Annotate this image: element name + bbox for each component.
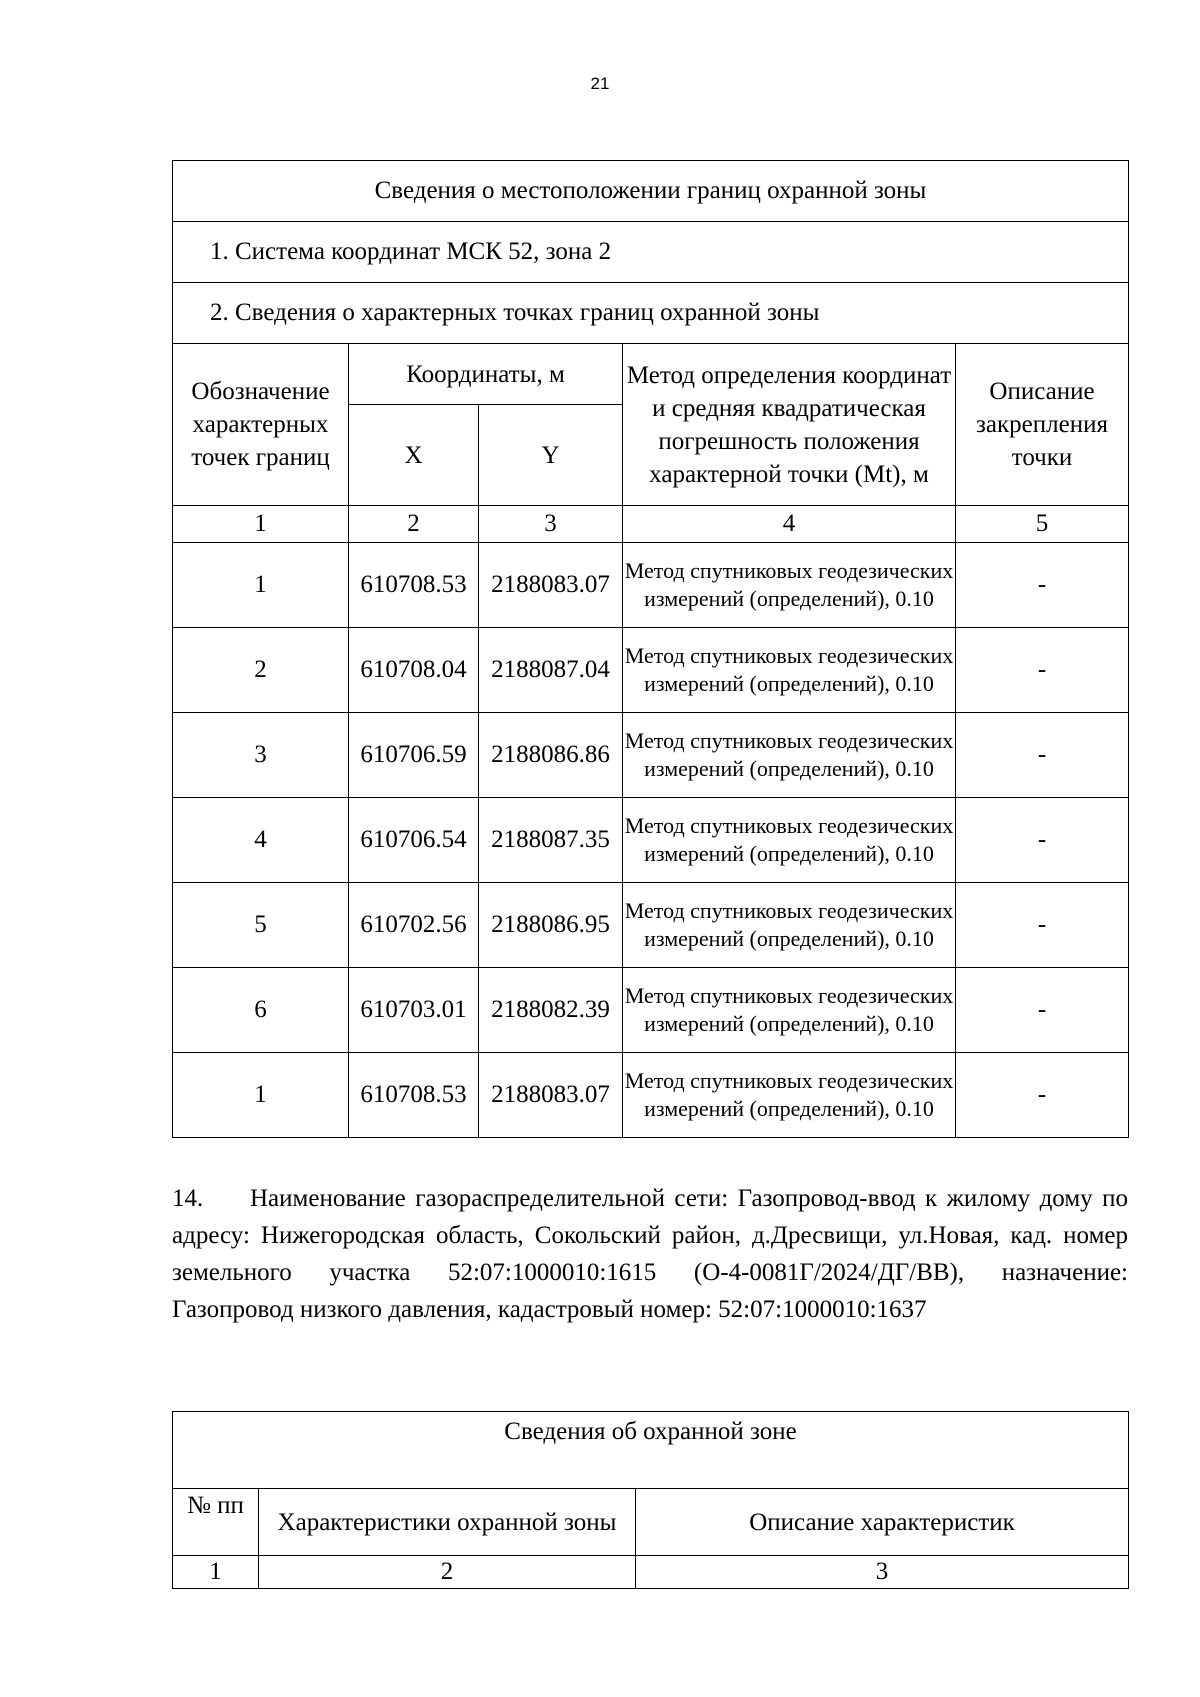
points-info-row (173, 283, 1129, 344)
point-id: 4 (173, 798, 349, 883)
table-title-row (173, 161, 1129, 222)
y-coordinate: 2188083.07 (479, 543, 623, 628)
header-method: Метод определения координат и средняя квадратическая погрешность положения характерной точки (Mt), м (623, 344, 956, 506)
point-id: 2 (173, 628, 349, 713)
y-coordinate: 2188086.86 (479, 713, 623, 798)
table-row (173, 543, 1129, 628)
header-coordinates: Координаты, м (349, 344, 623, 405)
point-id: 3 (173, 713, 349, 798)
coordinate-system-text: 1. Система координат МСК 52, зона 2 (173, 222, 1129, 283)
boundary-points-table (172, 160, 1129, 1138)
x-coordinate: 610708.04 (349, 628, 479, 713)
column-number: 1 (173, 506, 349, 543)
column-number: 2 (259, 1556, 636, 1589)
y-coordinate: 2188087.35 (479, 798, 623, 883)
point-id: 1 (173, 543, 349, 628)
header-number: № пп (173, 1489, 259, 1556)
point-description: - (956, 883, 1129, 968)
column-number: 2 (349, 506, 479, 543)
column-number: 3 (636, 1556, 1129, 1589)
header-description: Описание характеристик (636, 1489, 1129, 1556)
column-numbers-row (173, 1556, 1129, 1589)
x-coordinate: 610706.54 (349, 798, 479, 883)
header-row (173, 1489, 1129, 1556)
y-coordinate: 2188086.95 (479, 883, 623, 968)
table-row (173, 1053, 1129, 1138)
method-text: Метод спутниковых геодезических измерений (определений), 0.10 (623, 543, 956, 628)
coordinate-system-row (173, 222, 1129, 283)
header-designation: Обозначение характерных точек границ (173, 344, 349, 506)
method-text: Метод спутниковых геодезических измерений (определений), 0.10 (623, 628, 956, 713)
points-info-text: 2. Сведения о характерных точках границ охранной зоны (173, 283, 1129, 344)
paragraph-text: Наименование газораспределительной сети: Газопровод-ввод к жилому дому по адресу: Нижегородская область, Сокольский район, д.Дресвищи, ул.Новая, кад. номер земельного участка 52:07:1000010:1615 (О-4-0081Г/2024/ДГ/ВВ), назначение: Газопровод низкого давления, кадастровый номер: 52:07:1000010:1637 (172, 1185, 1128, 1323)
x-coordinate: 610708.53 (349, 543, 479, 628)
point-id: 5 (173, 883, 349, 968)
table-row (173, 798, 1129, 883)
y-coordinate: 2188087.04 (479, 628, 623, 713)
point-description: - (956, 798, 1129, 883)
table-row (173, 713, 1129, 798)
column-number: 4 (623, 506, 956, 543)
method-text: Метод спутниковых геодезических измерений (определений), 0.10 (623, 798, 956, 883)
table-row (173, 628, 1129, 713)
table-row (173, 883, 1129, 968)
y-coordinate: 2188082.39 (479, 968, 623, 1053)
x-coordinate: 610708.53 (349, 1053, 479, 1138)
header-x: X (349, 405, 479, 506)
page-number: 21 (590, 74, 610, 93)
point-id: 6 (173, 968, 349, 1053)
table-row (173, 968, 1129, 1053)
header-y: Y (479, 405, 623, 506)
paragraph-14 (172, 1180, 1128, 1328)
method-text: Метод спутниковых геодезических измерений (определений), 0.10 (623, 713, 956, 798)
point-description: - (956, 968, 1129, 1053)
table-title: Сведения о местоположении границ охранной зоны (173, 161, 1129, 222)
point-description: - (956, 713, 1129, 798)
point-description: - (956, 1053, 1129, 1138)
point-description: - (956, 628, 1129, 713)
method-text: Метод спутниковых геодезических измерений (определений), 0.10 (623, 968, 956, 1053)
y-coordinate: 2188083.07 (479, 1053, 623, 1138)
header-characteristics: Характеристики охранной зоны (259, 1489, 636, 1556)
x-coordinate: 610702.56 (349, 883, 479, 968)
column-numbers-row (173, 506, 1129, 543)
header-description: Описание закрепления точки (956, 344, 1129, 506)
method-text: Метод спутниковых геодезических измерений (определений), 0.10 (623, 883, 956, 968)
method-text: Метод спутниковых геодезических измерений (определений), 0.10 (623, 1053, 956, 1138)
column-number: 1 (173, 1556, 259, 1589)
point-id: 1 (173, 1053, 349, 1138)
point-description: - (956, 543, 1129, 628)
header-row-1 (173, 344, 1129, 405)
x-coordinate: 610703.01 (349, 968, 479, 1053)
table-title: Сведения об охранной зоне (173, 1412, 1129, 1489)
column-number: 3 (479, 506, 623, 543)
paragraph-number: 14. (172, 1185, 204, 1212)
table-title-row (173, 1412, 1129, 1489)
x-coordinate: 610706.59 (349, 713, 479, 798)
protection-zone-table (172, 1411, 1129, 1589)
column-number: 5 (956, 506, 1129, 543)
